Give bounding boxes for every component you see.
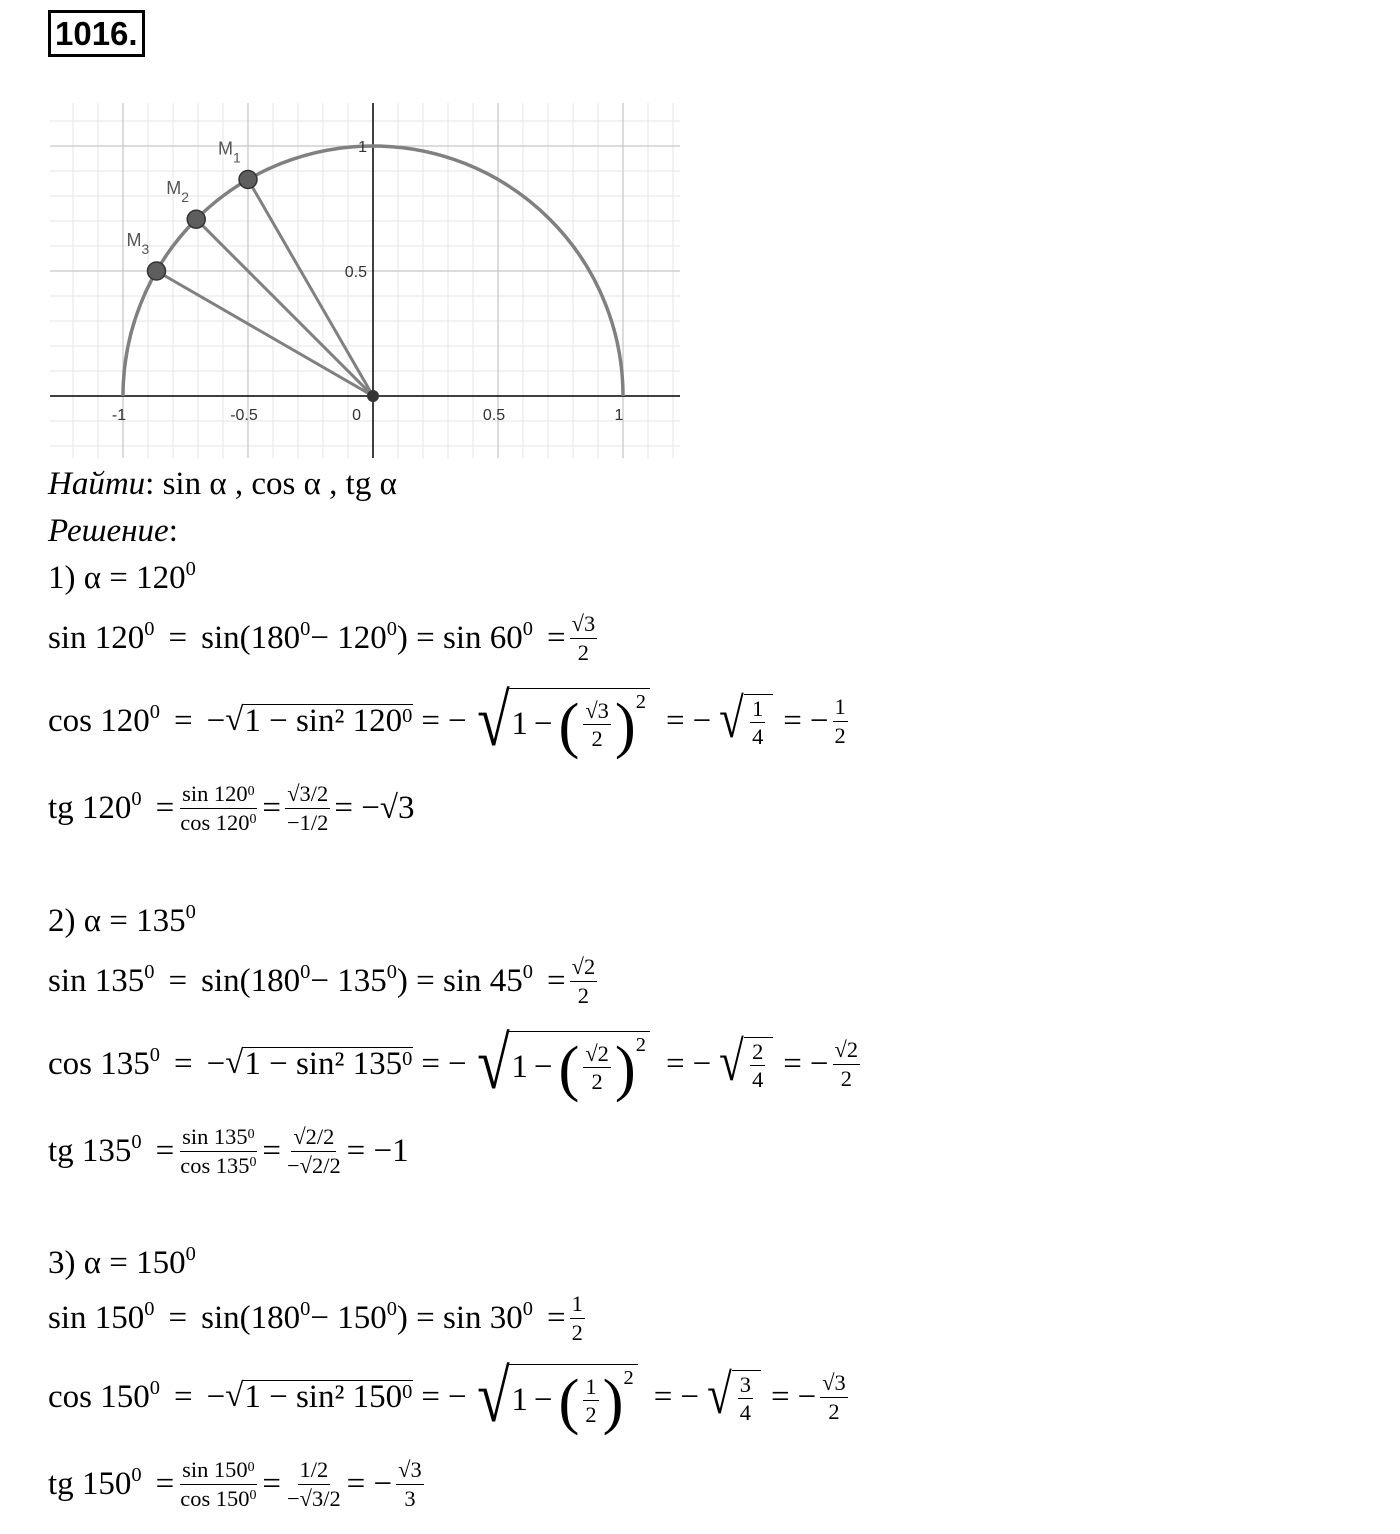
frac-num-text: sin 120 xyxy=(182,781,248,806)
frac-num: √3 xyxy=(820,1371,848,1398)
frac-den: 2 xyxy=(571,1319,583,1345)
frac-num: 1 xyxy=(570,1292,585,1319)
degree-sup: 0 xyxy=(402,1048,413,1071)
minus: − xyxy=(206,1045,226,1082)
fraction xyxy=(285,1458,343,1510)
degree-sup: 0 xyxy=(402,1381,413,1404)
solution-label: Решение xyxy=(48,513,169,549)
degree-sup: 0 xyxy=(247,1459,255,1475)
radical: √ 1 − sin² $150^0$ xyxy=(225,1378,413,1416)
eq: = xyxy=(421,1045,440,1082)
eq: = xyxy=(168,619,188,656)
cos-lhs: cos 120 xyxy=(48,702,150,739)
part-1-sin: sin 120 $^0$ = sin(180 $^0$ − 120 $^0$ ) = sin 60 $^0$ = $\frac{√3}{2}$ xyxy=(48,611,596,665)
x-tick-label: 0.5 xyxy=(482,407,506,424)
eq: = xyxy=(168,1299,188,1336)
x-tick-label: -0.5 xyxy=(230,407,258,424)
frac-den: −1/2 xyxy=(287,809,329,835)
minus: − xyxy=(447,1045,467,1082)
radicand: 1 − sin² 120 xyxy=(244,703,403,740)
frac-num: √2 xyxy=(570,955,598,982)
minus: − xyxy=(533,1049,553,1086)
minus: − xyxy=(447,1378,467,1415)
big-radical: √ 1 − ( $\frac{1}{2}$ ) $^2$ xyxy=(469,1364,638,1431)
origin-point xyxy=(367,390,379,402)
big-radical: √ $\frac{3}{4}$ xyxy=(701,1370,761,1425)
sin-mid: sin(180 xyxy=(201,962,301,999)
degree-sup: 0 xyxy=(249,1155,257,1171)
frac-den: 2 xyxy=(577,639,590,665)
fraction xyxy=(178,1125,258,1177)
minus: − xyxy=(797,1378,817,1415)
frac-num xyxy=(180,1125,256,1152)
frac-num: 1 xyxy=(833,695,848,722)
frac-num: √2 xyxy=(583,1042,611,1069)
x-tick-label: -1 xyxy=(111,407,127,424)
minus: − xyxy=(206,1378,226,1415)
part-3-cos: cos 150 $^0$ = − √ 1 − sin² $150^0$ = − √ 1 − ( $\frac{1}{2}$ ) $^2$ = − √ $\frac{3}{4}$ = − $\frac{√3}{2}$ xyxy=(48,1356,846,1438)
fraction xyxy=(738,1373,753,1425)
fraction xyxy=(833,1038,861,1090)
frac-den: 2 xyxy=(591,726,603,752)
frac-den: 2 xyxy=(585,1402,597,1428)
frac-den: 2 xyxy=(577,982,590,1008)
minus: − xyxy=(809,702,829,739)
minus: − xyxy=(680,1378,699,1415)
eq: = xyxy=(770,1378,790,1415)
frac-num: √3 xyxy=(570,612,598,639)
part-2-header: 2) α = 135 $^0$ xyxy=(48,901,196,939)
fraction xyxy=(750,1040,765,1092)
sin-lhs: sin 135 xyxy=(48,962,145,999)
radical: √ 1 − sin² $120^0$ xyxy=(225,702,413,740)
radical: √ 1 − sin² $135^0$ xyxy=(225,1045,413,1083)
minus: − xyxy=(692,702,712,739)
part-header-text: 1) α = 120 xyxy=(48,560,186,596)
eq: = xyxy=(547,619,566,656)
part-2-tg: tg 135 $^0$ = $\frac{\sin 135^0}{\cos 135^0}$ = $\frac{√2/2}{-√2/2}$ = −1 xyxy=(48,1124,409,1178)
minus: − xyxy=(692,1045,712,1082)
minus: − xyxy=(533,1382,553,1419)
degree-sup: 0 xyxy=(402,705,413,728)
eq: = xyxy=(155,789,175,826)
sin-lhs: sin 150 xyxy=(48,1299,145,1336)
part-2-cos: cos 135 $^0$ = − √ 1 − sin² $135^0$ = − √ 1 − ( $\frac{√2}{2}$ ) $^2$ = − √ $\frac{2}{4}$ = − $\frac{√2}{2}$ xyxy=(48,1023,859,1105)
frac-num: 1/2 xyxy=(298,1458,331,1485)
frac-den: 2 xyxy=(828,1398,840,1424)
degree-sup: 0 xyxy=(249,1488,257,1504)
eq: = xyxy=(783,1045,802,1082)
fraction xyxy=(178,782,258,834)
minus: − xyxy=(447,702,467,739)
fraction xyxy=(583,1375,598,1427)
frac-den-text: cos 120 xyxy=(180,809,250,835)
eq: = xyxy=(155,1132,175,1169)
point-marker xyxy=(187,210,205,228)
sin-mid2: − 135 xyxy=(310,962,387,999)
tg-result: = −1 xyxy=(346,1132,409,1169)
fraction xyxy=(583,1042,611,1094)
find-label: Найти xyxy=(48,466,146,502)
fraction xyxy=(570,955,598,1007)
eq: = xyxy=(173,1045,193,1082)
frac-num: 3 xyxy=(738,1373,753,1400)
eq: = xyxy=(547,1299,566,1336)
frac-den: 2 xyxy=(591,1069,603,1095)
eq: = xyxy=(666,702,685,739)
sin-mid2: − 120 xyxy=(310,619,387,656)
sin-mid: sin(180 xyxy=(201,619,301,656)
frac-den: 2 xyxy=(840,1065,852,1091)
point-label: $M_2$ xyxy=(166,178,190,206)
find-expr: : sin α , cos α , tg α xyxy=(145,466,397,502)
x-tick-label: 0 xyxy=(352,407,361,424)
frac-num: √3 xyxy=(396,1458,424,1485)
fraction xyxy=(570,1292,585,1344)
cos-lhs: cos 135 xyxy=(48,1045,150,1082)
minus: − xyxy=(809,1045,829,1082)
sin-mid3: ) = sin 30 xyxy=(396,1299,523,1336)
degree-sup: 0 xyxy=(249,812,257,828)
frac-den: 4 xyxy=(739,1400,751,1426)
eq: = xyxy=(173,1378,193,1415)
part-2-sin: sin 135 $^0$ = sin(180 $^0$ − 135 $^0$ ) = sin 45 $^0$ = $\frac{√2}{2}$ xyxy=(48,954,596,1008)
frac-num: √2/2 xyxy=(291,1125,336,1152)
fraction xyxy=(583,699,611,751)
fraction xyxy=(396,1458,424,1510)
point-marker xyxy=(147,262,165,280)
find-line xyxy=(48,468,397,501)
unit-circle-figure xyxy=(50,103,680,458)
fraction xyxy=(820,1371,848,1423)
frac-num: 1 xyxy=(750,697,765,724)
minus: − xyxy=(206,702,226,739)
fraction xyxy=(833,695,848,747)
part-3-header: 3) α = 150 $^0$ xyxy=(48,1243,196,1281)
fraction xyxy=(178,1458,258,1510)
part-header-text: 3) α = 150 xyxy=(48,1245,186,1281)
eq: = xyxy=(173,702,193,739)
point-label: $M_1$ xyxy=(218,138,241,166)
part-1-cos: cos 120 $^0$ = − √ 1 − sin² $120^0$ = − √ 1 − ( $\frac{√3}{2}$ ) $^2$ = − √ $\frac{1}{4}$ = − $\frac{1}{2}$ xyxy=(48,680,846,762)
eq: = xyxy=(262,1132,282,1169)
radius-lines xyxy=(156,179,373,396)
frac-den: −√2/2 xyxy=(287,1152,341,1178)
part-1-tg: tg 120 $^0$ = $\frac{\sin 120^0}{\cos 120^0}$ = $\frac{√3/2}{-1/2}$ = −√3 xyxy=(48,781,415,835)
big-radical: √ 1 − ( $\frac{√3}{2}$ ) $^2$ xyxy=(469,688,650,755)
tg-result: = − xyxy=(346,1465,393,1502)
fraction xyxy=(285,1125,343,1177)
frac-den: 3 xyxy=(404,1485,416,1511)
eq: = xyxy=(262,1465,282,1502)
frac-den-text: cos 150 xyxy=(180,1485,250,1511)
eq: = xyxy=(421,702,440,739)
x-tick-label: 1 xyxy=(614,407,624,424)
minus: − xyxy=(533,706,553,743)
tg-lhs: tg 150 xyxy=(48,1465,132,1502)
part-header-text: 2) α = 135 xyxy=(48,903,186,939)
frac-den xyxy=(178,1485,258,1511)
frac-num: 2 xyxy=(750,1040,765,1067)
big-radical: √ 1 − ( $\frac{√2}{2}$ ) $^2$ xyxy=(469,1031,650,1098)
tick-labels xyxy=(112,139,624,424)
frac-num-text: sin 135 xyxy=(182,1124,248,1149)
fraction xyxy=(750,697,765,749)
frac-num xyxy=(180,782,256,809)
y-tick-label: 1 xyxy=(358,139,367,156)
frac-num: √3 xyxy=(583,699,611,726)
radicand: 1 − sin² 135 xyxy=(244,1046,403,1083)
frac-den: 4 xyxy=(752,724,764,750)
degree-sup: 0 xyxy=(247,1126,255,1142)
eq: = xyxy=(547,962,566,999)
frac-den: −√3/2 xyxy=(287,1485,341,1511)
point-marker xyxy=(239,170,257,188)
eq: = xyxy=(155,1465,175,1502)
frac-den xyxy=(178,809,258,835)
point-label: $M_3$ xyxy=(126,230,150,257)
eq: = xyxy=(653,1378,673,1415)
sin-lhs: sin 120 xyxy=(48,619,145,656)
y-tick-label: 0.5 xyxy=(344,264,367,281)
solution-line: Решение : xyxy=(48,513,178,549)
degree-sup: 0 xyxy=(247,783,255,799)
fraction xyxy=(285,782,330,834)
frac-num xyxy=(180,1458,256,1485)
cos-lhs: cos 150 xyxy=(48,1378,150,1415)
radicand: 1 − sin² 150 xyxy=(244,1379,403,1416)
eq: = xyxy=(783,702,802,739)
frac-den: 4 xyxy=(752,1067,764,1093)
frac-den: 2 xyxy=(834,722,846,748)
sin-mid3: ) = sin 60 xyxy=(396,619,523,656)
frac-num-text: sin 150 xyxy=(182,1457,248,1482)
big-radical: √ $\frac{1}{4}$ xyxy=(713,694,773,749)
eq: = xyxy=(666,1045,685,1082)
frac-num: √2 xyxy=(833,1038,861,1065)
frac-den-text: cos 135 xyxy=(180,1152,250,1178)
big-radical: √ $\frac{2}{4}$ xyxy=(713,1037,773,1092)
sin-mid: sin(180 xyxy=(201,1299,301,1336)
eq: = xyxy=(168,962,188,999)
part-3-tg: tg 150 $^0$ = $\frac{\sin 150^0}{\cos 150^0}$ = $\frac{1/2}{-√3/2}$ = − $\frac{√3}{3}$ xyxy=(48,1457,422,1511)
frac-num: √3/2 xyxy=(285,782,330,809)
frac-den xyxy=(178,1152,258,1178)
tg-lhs: tg 120 xyxy=(48,789,132,826)
sin-mid3: ) = sin 45 xyxy=(396,962,523,999)
eq: = xyxy=(421,1378,440,1415)
problem-number: 1016. xyxy=(48,10,145,57)
part-3-sin: sin 150 $^0$ = sin(180 $^0$ − 150 $^0$ ) = sin 30 $^0$ = $\frac{1}{2}$ xyxy=(48,1291,583,1345)
fraction xyxy=(570,612,598,664)
sin-mid2: − 150 xyxy=(310,1299,387,1336)
part-1-header: 1) α = 120 $^0$ xyxy=(48,558,196,596)
tg-result: = −√3 xyxy=(334,789,415,826)
frac-num: 1 xyxy=(583,1375,598,1402)
tg-lhs: tg 135 xyxy=(48,1132,132,1169)
eq: = xyxy=(262,789,282,826)
